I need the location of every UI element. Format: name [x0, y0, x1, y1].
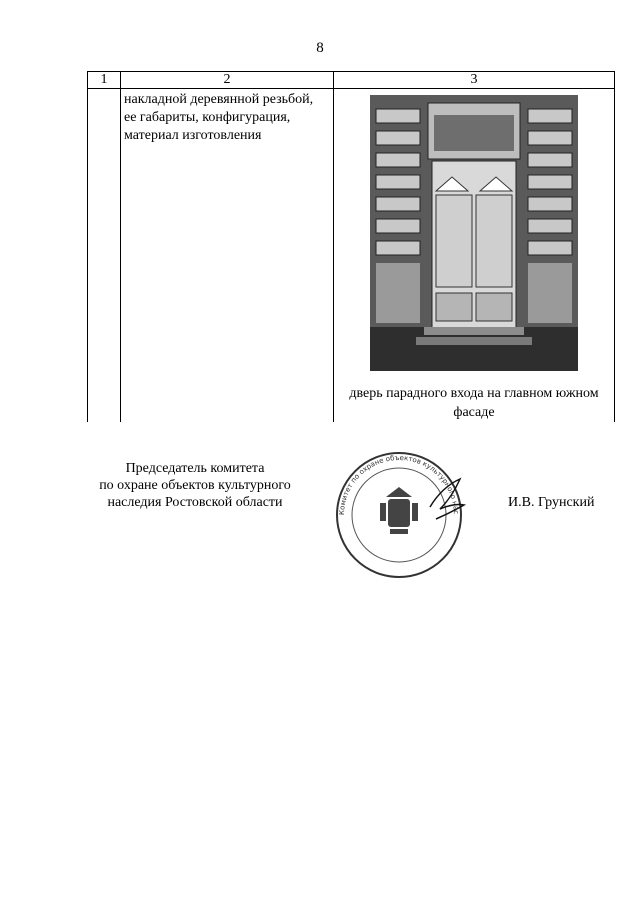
description-line: ее габариты, конфигурация, [124, 110, 291, 125]
position-line: по охране объектов культурного [99, 478, 291, 493]
cell-number [88, 89, 121, 423]
description-line: материал изготовления [124, 128, 262, 143]
door-photo-icon [370, 95, 578, 371]
photo-caption-line: дверь парадного входа на главном южном [349, 386, 599, 401]
position-line: Председатель комитета [125, 461, 265, 476]
official-seal-icon [330, 447, 475, 580]
photo-caption-line: фасаде [453, 405, 495, 420]
header-col-2: 2 [121, 72, 334, 89]
cell-photo [334, 89, 615, 423]
table-header-row [88, 72, 615, 89]
description-line: накладной деревянной резьбой, [124, 92, 314, 107]
header-col-3: 3 [334, 72, 615, 89]
cell-description [121, 89, 334, 423]
header-col-1: 1 [88, 72, 121, 89]
signatory-position [80, 460, 310, 511]
signatory-name: И.В. Грунский [508, 495, 595, 510]
position-line: наследия Ростовской области [107, 495, 283, 510]
page-number: 8 [316, 40, 324, 56]
description-table [87, 71, 615, 422]
seal-text: Комитет по охране объектов культурного нас [337, 453, 461, 516]
table-row [88, 89, 615, 423]
